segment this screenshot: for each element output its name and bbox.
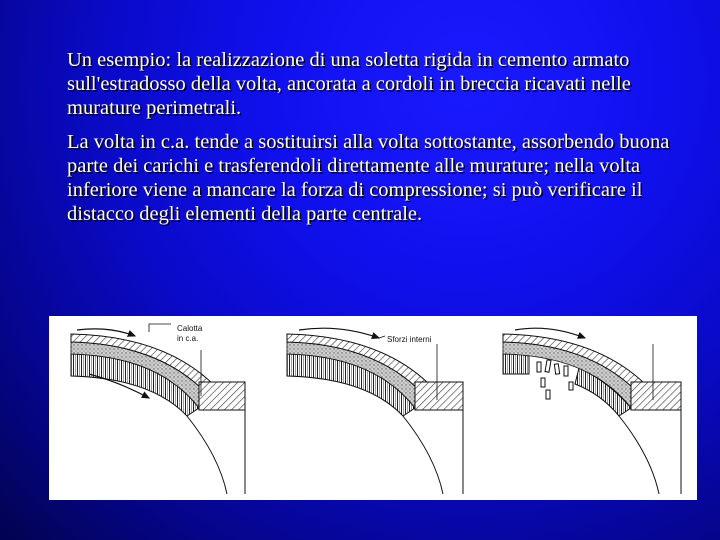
vault-diagram-figure xyxy=(49,316,697,500)
label-calotta-line1: Calotta xyxy=(177,324,203,333)
diagram-panel-3 xyxy=(487,322,693,496)
paragraph-explanation: La volta in c.a. tende a sostituirsi alla volta sottostante, assorbendo buona parte dei carichi e trasferendoli direttamente alle murature; nella volta inferiore viene a mancare la forza di compressione; si può verificare il distacco degli elementi della parte centrale. xyxy=(67,131,670,225)
slide-body-text xyxy=(67,48,687,236)
paragraph-intro: Un esempio: la realizzazione di una soletta rigida in cemento armato sull'estradosso della volta, ancorata a cordoli in breccia ricavati nelle murature perimetrali. xyxy=(67,49,631,119)
label-sforzi-interni: Sforzi interni xyxy=(387,335,432,344)
diagram-panel-1 xyxy=(55,322,257,496)
label-calotta-line2: in c.a. xyxy=(177,334,199,343)
diagram-panel-2 xyxy=(271,322,477,496)
vault-diagram-svg xyxy=(49,316,697,500)
